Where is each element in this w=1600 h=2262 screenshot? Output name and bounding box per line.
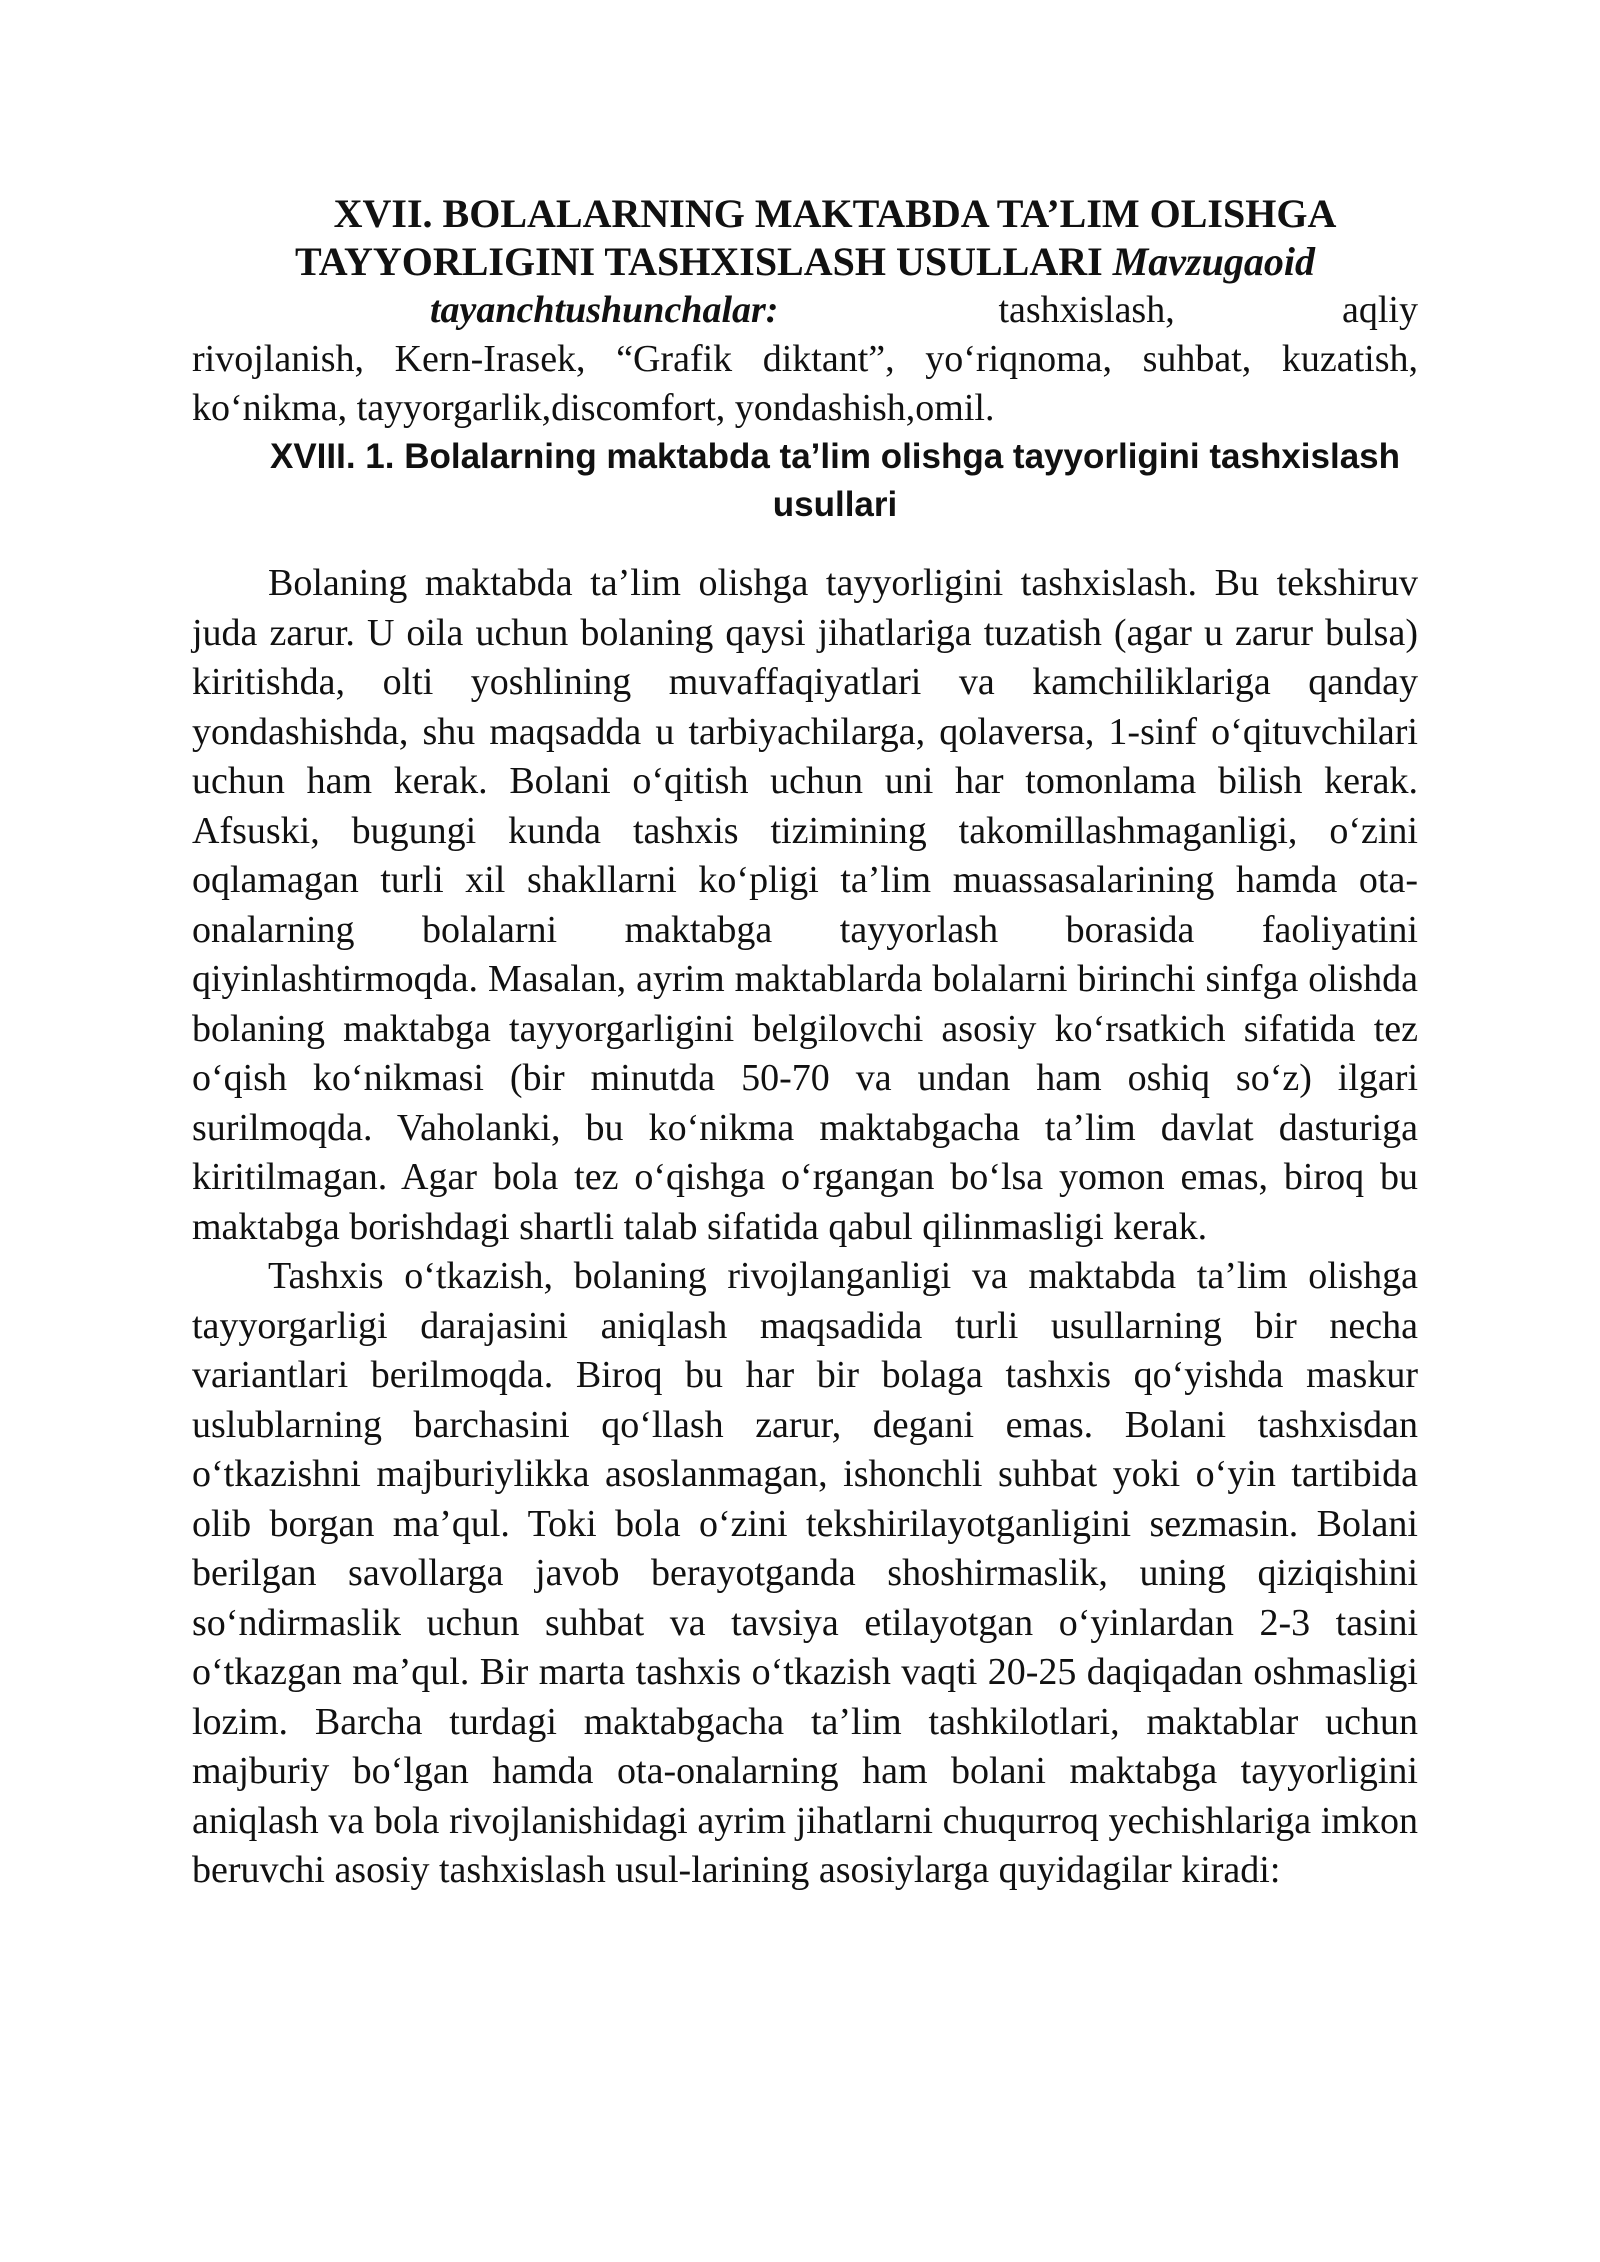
body-paragraph: Tashxis o‘tkazish, bolaning rivojlanganligi va maktabda ta’lim olishga tayyorgarligi darajasini aniqlash maqsadida turli usullarning bir necha variantlari berilmoqda. Biroq bu har bir bolaga tashxis qo‘yishda maskur uslublarning barchasini qo‘llash zarur, degani emas. Bolani tashxisdan o‘tkazishni majburiylikka asoslanmagan, ishonchli suhbat yoki o‘yin tartibida olib borgan ma’qul. Toki bola o‘zini tekshirilayotganligini sezmasin. Bolani berilgan savollarga javob berayotganda shoshirmaslik, uning qiziqishini so‘ndirmaslik uchun suhbat va tavsiya etilayotgan o‘yinlardan 2-3 tasini o‘tkazgan ma’qul. Bir marta tashxis o‘tkazish vaqti 20-25 daqiqadan oshmasligi lozim. Barcha turdagi maktabgacha ta’lim tashkilotlari, maktablar uchun majburiy bo‘lgan hamda ota-onalarning ham bolani maktabga tayyorligini aniqlash va bola rivojlanishidagi ayrim jihatlarni chuqurroq yechishlariga imkon beruvchi asosiy tashxislash usul-larining asosiylarga quyidagilar kiradi: xyxy=(192,1255,1418,1891)
keywords-paragraph xyxy=(192,286,1418,433)
chapter-title-line2: TAYYORLIGINI TASHXISLASH USULLARI xyxy=(295,239,1103,284)
chapter-title xyxy=(192,190,1418,286)
section-title: XVIII. 1. Bolalarning maktabda ta’lim olishga tayyorligini tashxislash usullari xyxy=(269,437,1401,524)
topics-label-part1: Mavzugaoid xyxy=(1112,239,1315,284)
keywords-first: tashxislash, aqliy xyxy=(998,289,1418,331)
topics-label-part2: tayanchtushunchalar: xyxy=(430,289,779,331)
chapter-title-line1: XVII. BOLALARNING MAKTABDA TA’LIM OLISHGA xyxy=(333,191,1337,236)
keywords-first-line xyxy=(192,286,1418,335)
page-content xyxy=(192,190,1418,1896)
keywords-rest: rivojlanish, Kern-Irasek, “Grafik diktant”, yo‘riqnoma, suhbat, kuzatish, ko‘nikma, tayyorgarlik,discomfort, yondashish,omil. xyxy=(192,338,1418,429)
body-paragraph: Bolaning maktabda ta’lim olishga tayyorligini tashxislash. Bu tekshiruv juda zarur. U oila uchun bolaning qaysi jihatlariga tuzatish (agar u zarur bulsa) kiritishda, olti yoshlining muvaffaqiyatlari va kamchiliklariga qanday yondashishda, shu maqsadda u tarbiyachilarga, qolaversa, 1-sinf o‘qituvchilari uchun ham kerak. Bolani o‘qitish uchun uni har tomonlama bilish kerak. Afsuski, bugungi kunda tashxis tizimining takomillashmaganligi, o‘zini oqlamagan turli xil shakllarni ko‘pligi ta’lim muassasalarining hamda ota-onalarning bolalarni maktabga tayyorlash borasida faoliyatini qiyinlashtirmoqda. Masalan, ayrim maktablarda bolalarni birinchi sinfga olishda bolaning maktabga tayyorgarligini belgilovchi asosiy ko‘rsatkich sifatida tez o‘qish ko‘nikmasi (bir minutda 50-70 va undan ham oshiq so‘z) ilgari surilmoqda. Vaholanki, bu ko‘nikma maktabgacha ta’lim davlat dasturiga kiritilmagan. Agar bola tez o‘qishga o‘rgangan bo‘lsa yomon emas, biroq bu maktabga borishdagi shartli talab sifatida qabul qilinmasligi kerak. xyxy=(192,562,1418,1248)
